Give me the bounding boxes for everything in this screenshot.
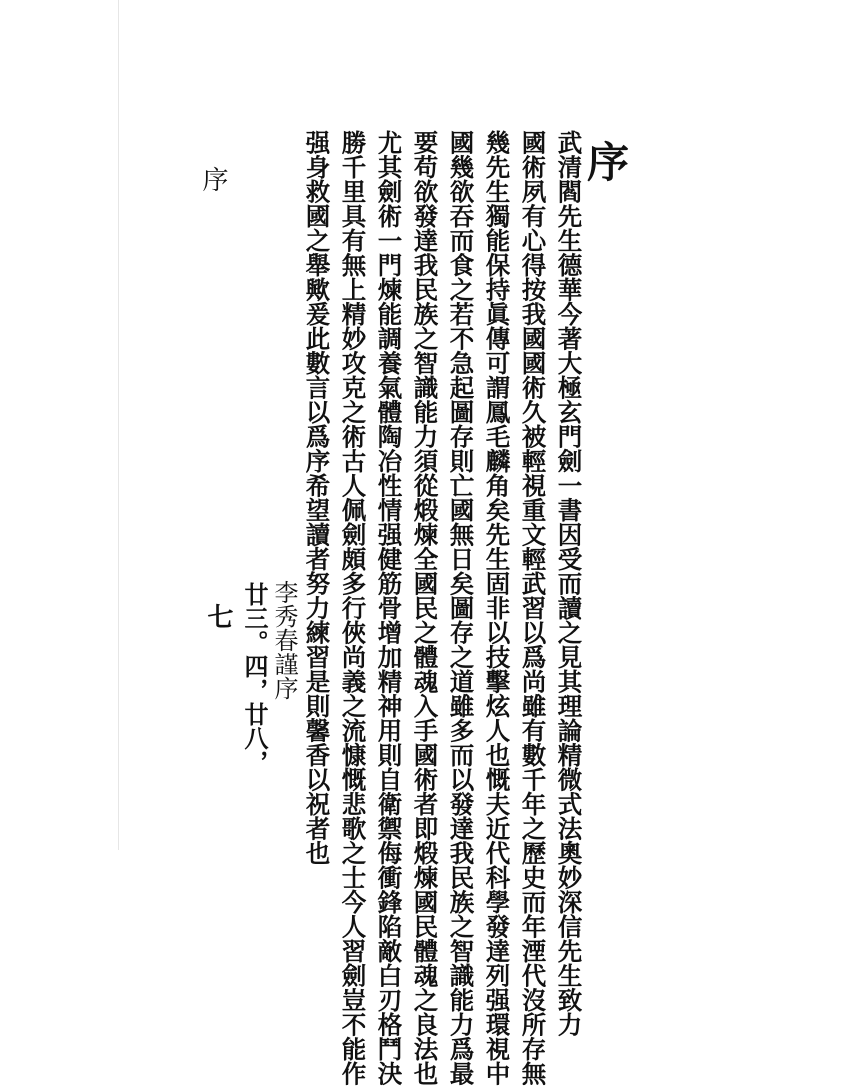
signature: 李秀春謹序 bbox=[270, 580, 298, 700]
scan-edge-line bbox=[118, 0, 119, 850]
text-column-7: 勝千里具有無上精妙攻克之術古人佩劍頗多行俠尚義之流慷慨悲歌之士今人習劍豈不能作 bbox=[338, 130, 368, 1086]
text-column-4: 國幾欲吞而食之若不急起圖存則亡國無日矣圖存之道雖多而以發達我民族之智識能力爲最 bbox=[446, 130, 476, 1086]
text-column-8: 强身救國之舉歟爰此數言以爲序希望讀者努力練習是則馨香以祝者也 bbox=[302, 130, 332, 865]
text-column-6: 尤其劍術一門煉能調養氣體陶冶性情强健筋骨增加精神用則自衛禦侮衝鋒陷敵白刃格鬥決 bbox=[374, 130, 404, 1086]
text-column-3: 幾先生獨能保持眞傳可謂鳳毛麟角矣先生固非以技擊炫人也慨夫近代科學發達列强環視中 bbox=[482, 130, 512, 1086]
running-head: 序 bbox=[198, 166, 228, 192]
text-column-5: 要苟欲發達我民族之智識能力須從煅煉全國民之體魂入手國術者即煅煉國民體魂之良法也 bbox=[410, 130, 440, 1086]
date-line: 廿三。四，廿八， bbox=[240, 582, 269, 774]
text-column-2: 國術夙有心得按我國國術久被輕視重文輕武習以爲尚雖有數千年之歷史而年湮代沒所存無 bbox=[518, 130, 548, 1086]
preface-title: 序 bbox=[581, 140, 630, 182]
page-number: 七 bbox=[203, 603, 233, 629]
text-column-1: 武清閻先生德華今著大極玄門劍一書因受而讀之見其理論精微式法奧妙深信先生致力 bbox=[554, 130, 584, 1037]
